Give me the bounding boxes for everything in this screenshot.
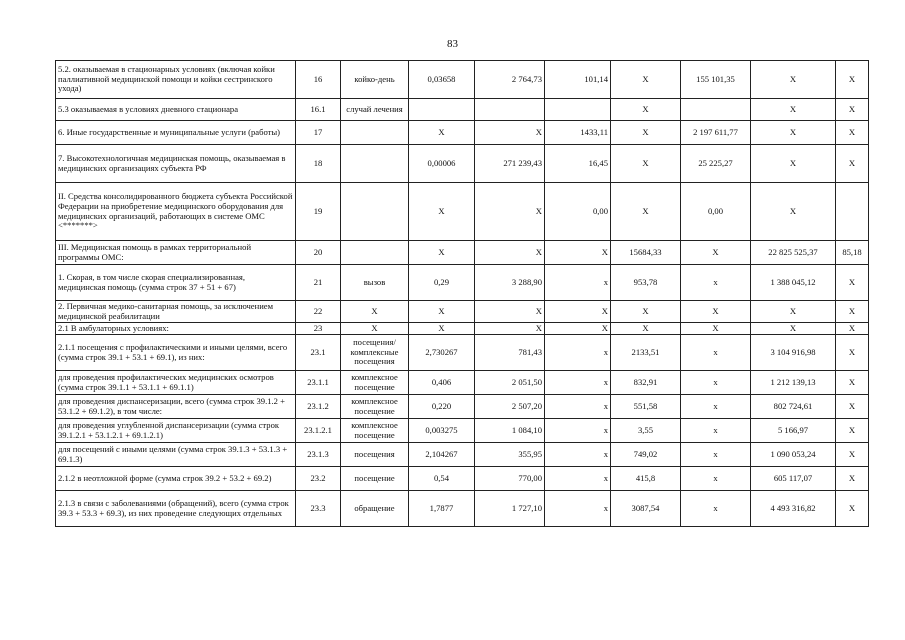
table-cell: X xyxy=(681,241,751,265)
table-cell: посещения xyxy=(341,443,409,467)
table-cell: 0,00006 xyxy=(409,145,475,183)
table-cell: X xyxy=(611,99,681,121)
table-row xyxy=(56,145,869,183)
table-cell: 23.3 xyxy=(296,491,341,527)
table-cell: 18 xyxy=(296,145,341,183)
table-cell: X xyxy=(545,241,611,265)
table-cell: 15684,33 xyxy=(611,241,681,265)
table-cell: 3 288,90 xyxy=(475,265,545,301)
table-cell: X xyxy=(409,301,475,323)
table-cell: X xyxy=(341,323,409,335)
table-cell: X xyxy=(751,61,836,99)
row-label-cell: 1. Скорая, в том числе скорая специализированная, медицинская помощь (сумма строк 37 + 51 + 67) xyxy=(56,265,296,301)
table-cell: 20 xyxy=(296,241,341,265)
table-cell: X xyxy=(836,371,869,395)
table-cell: X xyxy=(836,265,869,301)
table-cell: X xyxy=(751,121,836,145)
table-cell: 23 xyxy=(296,323,341,335)
table-cell: X xyxy=(611,301,681,323)
row-label-cell: для посещений с иными целями (сумма строк 39.1.3 + 53.1.3 + 69.1.3) xyxy=(56,443,296,467)
table-cell: X xyxy=(475,241,545,265)
table-cell: X xyxy=(681,301,751,323)
table-cell: X xyxy=(545,323,611,335)
table-cell: X xyxy=(751,145,836,183)
table-cell: 1 727,10 xyxy=(475,491,545,527)
row-label-cell: 6. Иные государственные и муниципальные услуги (работы) xyxy=(56,121,296,145)
table-cell: 802 724,61 xyxy=(751,395,836,419)
table-cell: X xyxy=(751,323,836,335)
table-cell: 1 084,10 xyxy=(475,419,545,443)
row-label-cell: 2. Первичная медико-санитарная помощь, за исключением медицинской реабилитации xyxy=(56,301,296,323)
table-cell: x xyxy=(545,371,611,395)
table-cell: X xyxy=(475,183,545,241)
row-label-cell: 2.1.2 в неотложной форме (сумма строк 39.2 + 53.2 + 69.2) xyxy=(56,467,296,491)
table-cell: X xyxy=(611,61,681,99)
table-cell: 2,730267 xyxy=(409,335,475,371)
row-label-cell: 5.2. оказываемая в стационарных условиях (включая койки паллиативной медицинской помощи и койки сестринского ухода) xyxy=(56,61,296,99)
table-cell: 0,03658 xyxy=(409,61,475,99)
table-cell: комплексное посещение xyxy=(341,395,409,419)
row-label-cell: для проведения углубленной диспансеризации (сумма строк 39.1.2.1 + 53.1.2.1 + 69.1.2.1) xyxy=(56,419,296,443)
table-cell: X xyxy=(836,467,869,491)
table-cell: X xyxy=(836,301,869,323)
table-cell: комплексное посещение xyxy=(341,371,409,395)
table-cell: x xyxy=(681,419,751,443)
table-cell: 23.1.3 xyxy=(296,443,341,467)
table-cell: x xyxy=(681,335,751,371)
table-cell: 0,00 xyxy=(545,183,611,241)
table-cell: случай лечения xyxy=(341,99,409,121)
table-cell: 0,220 xyxy=(409,395,475,419)
table-cell: x xyxy=(545,265,611,301)
table-cell: x xyxy=(545,491,611,527)
table-cell: посещения/комплексные посещения xyxy=(341,335,409,371)
table-cell: x xyxy=(545,335,611,371)
table-cell: x xyxy=(545,467,611,491)
table-cell: 155 101,35 xyxy=(681,61,751,99)
table-cell: X xyxy=(836,491,869,527)
table-cell: X xyxy=(836,395,869,419)
table-cell: X xyxy=(545,301,611,323)
table-row xyxy=(56,335,869,371)
table-cell: 355,95 xyxy=(475,443,545,467)
table-cell: X xyxy=(751,301,836,323)
table-cell xyxy=(341,241,409,265)
table-cell: X xyxy=(409,241,475,265)
table-cell: 551,58 xyxy=(611,395,681,419)
table-cell: 2 051,50 xyxy=(475,371,545,395)
table-cell: 3 104 916,98 xyxy=(751,335,836,371)
table-row xyxy=(56,371,869,395)
table-cell: X xyxy=(475,121,545,145)
table-cell: 1 212 139,13 xyxy=(751,371,836,395)
table-cell: X xyxy=(836,61,869,99)
table-cell: 3,55 xyxy=(611,419,681,443)
table-cell: X xyxy=(836,335,869,371)
table-row xyxy=(56,265,869,301)
table-cell: 21 xyxy=(296,265,341,301)
table-cell xyxy=(836,183,869,241)
row-label-cell: для проведения профилактических медицинских осмотров (сумма строк 39.1.1 + 53.1.1 + 69.1.1) xyxy=(56,371,296,395)
table-cell: 85,18 xyxy=(836,241,869,265)
page-number: 83 xyxy=(447,38,458,50)
row-label-cell: 5.3 оказываемая в условиях дневного стационара xyxy=(56,99,296,121)
table-cell: 22 xyxy=(296,301,341,323)
table-cell: 1,7877 xyxy=(409,491,475,527)
table-cell: 271 239,43 xyxy=(475,145,545,183)
table-row xyxy=(56,301,869,323)
table-cell: 23.1.1 xyxy=(296,371,341,395)
table-cell: X xyxy=(611,183,681,241)
table-cell: x xyxy=(681,491,751,527)
table-cell: x xyxy=(545,395,611,419)
table-cell: x xyxy=(681,265,751,301)
table-cell: 953,78 xyxy=(611,265,681,301)
table-cell: 0,29 xyxy=(409,265,475,301)
table-cell: x xyxy=(681,467,751,491)
row-label-cell: II. Средства консолидированного бюджета субъекта Российской Федерации на приобретение медицинского оборудования для медицинских организаций, работающих в системе ОМС <*******> xyxy=(56,183,296,241)
row-label-cell: 2.1 В амбулаторных условиях: xyxy=(56,323,296,335)
table-cell: x xyxy=(681,443,751,467)
table-cell: 2 197 611,77 xyxy=(681,121,751,145)
table-cell: 0,003275 xyxy=(409,419,475,443)
row-label-cell: 2.1.3 в связи с заболеваниями (обращений), всего (сумма строк 39.3 + 53.3 + 69.3), из них проведение следующих отдельных xyxy=(56,491,296,527)
table-cell xyxy=(545,99,611,121)
table-cell: посещение xyxy=(341,467,409,491)
table-row xyxy=(56,183,869,241)
table-cell: X xyxy=(836,443,869,467)
row-label-cell: III. Медицинская помощь в рамках территориальной программы ОМС: xyxy=(56,241,296,265)
table-cell: X xyxy=(751,183,836,241)
table-cell xyxy=(409,99,475,121)
table-cell: x xyxy=(681,371,751,395)
table-cell: 1 090 053,24 xyxy=(751,443,836,467)
table-cell: 23.1.2.1 xyxy=(296,419,341,443)
table-cell: 832,91 xyxy=(611,371,681,395)
table-cell xyxy=(475,99,545,121)
table-cell xyxy=(341,183,409,241)
table-cell: 0,00 xyxy=(681,183,751,241)
table-row xyxy=(56,443,869,467)
table-cell: 2133,51 xyxy=(611,335,681,371)
budget-table xyxy=(55,60,869,527)
table-cell: x xyxy=(545,419,611,443)
table-cell: x xyxy=(545,443,611,467)
table-cell: 605 117,07 xyxy=(751,467,836,491)
table-cell: 23.2 xyxy=(296,467,341,491)
table-cell: 23.1.2 xyxy=(296,395,341,419)
table-cell xyxy=(341,145,409,183)
table-cell: 19 xyxy=(296,183,341,241)
table-cell: X xyxy=(475,301,545,323)
table-cell: 101,14 xyxy=(545,61,611,99)
table-cell: 23.1 xyxy=(296,335,341,371)
table-cell: 1 388 045,12 xyxy=(751,265,836,301)
table-cell: 2 764,73 xyxy=(475,61,545,99)
table-row xyxy=(56,61,869,99)
table-cell: X xyxy=(836,145,869,183)
table-cell: 25 225,27 xyxy=(681,145,751,183)
table-cell: X xyxy=(836,323,869,335)
table-cell: X xyxy=(611,145,681,183)
table-row xyxy=(56,491,869,527)
table-row xyxy=(56,323,869,335)
table-row xyxy=(56,419,869,443)
table-cell: 0,54 xyxy=(409,467,475,491)
table-cell: 5 166,97 xyxy=(751,419,836,443)
table-cell xyxy=(681,99,751,121)
table-cell: 16 xyxy=(296,61,341,99)
table-cell: обращение xyxy=(341,491,409,527)
table-cell: X xyxy=(409,121,475,145)
table-cell: X xyxy=(836,121,869,145)
table-row xyxy=(56,467,869,491)
table-cell: X xyxy=(681,323,751,335)
table-cell: 16,45 xyxy=(545,145,611,183)
table-cell: X xyxy=(611,323,681,335)
table-cell: X xyxy=(751,99,836,121)
table-cell: койко-день xyxy=(341,61,409,99)
row-label-cell: 2.1.1 посещения с профилактическими и иными целями, всего (сумма строк 39.1 + 53.1 + 69.1), из них: xyxy=(56,335,296,371)
table-cell: 415,8 xyxy=(611,467,681,491)
row-label-cell: для проведения диспансеризации, всего (сумма строк 39.1.2 + 53.1.2 + 69.1.2), в том числе: xyxy=(56,395,296,419)
table-cell: 2 507,20 xyxy=(475,395,545,419)
row-label-cell: 7. Высокотехнологичная медицинская помощь, оказываемая в медицинских организациях субъекта РФ xyxy=(56,145,296,183)
table-cell: 3087,54 xyxy=(611,491,681,527)
table-cell: 2,104267 xyxy=(409,443,475,467)
table-cell: X xyxy=(611,121,681,145)
table-cell: 770,00 xyxy=(475,467,545,491)
table-cell: 16.1 xyxy=(296,99,341,121)
table-cell: X xyxy=(409,323,475,335)
table-row xyxy=(56,395,869,419)
table-cell: x xyxy=(681,395,751,419)
table-cell: 1433,11 xyxy=(545,121,611,145)
table-cell xyxy=(341,121,409,145)
table-cell: X xyxy=(341,301,409,323)
table-cell: 0,406 xyxy=(409,371,475,395)
table-row xyxy=(56,241,869,265)
table-cell: X xyxy=(409,183,475,241)
table-row xyxy=(56,121,869,145)
table-row xyxy=(56,99,869,121)
table-cell: вызов xyxy=(341,265,409,301)
table-cell: X xyxy=(836,419,869,443)
table-cell: комплексное посещение xyxy=(341,419,409,443)
table-cell: 22 825 525,37 xyxy=(751,241,836,265)
table-cell: 4 493 316,82 xyxy=(751,491,836,527)
table-cell: X xyxy=(475,323,545,335)
table-cell: 749,02 xyxy=(611,443,681,467)
table-cell: X xyxy=(836,99,869,121)
table-cell: 17 xyxy=(296,121,341,145)
table-cell: 781,43 xyxy=(475,335,545,371)
